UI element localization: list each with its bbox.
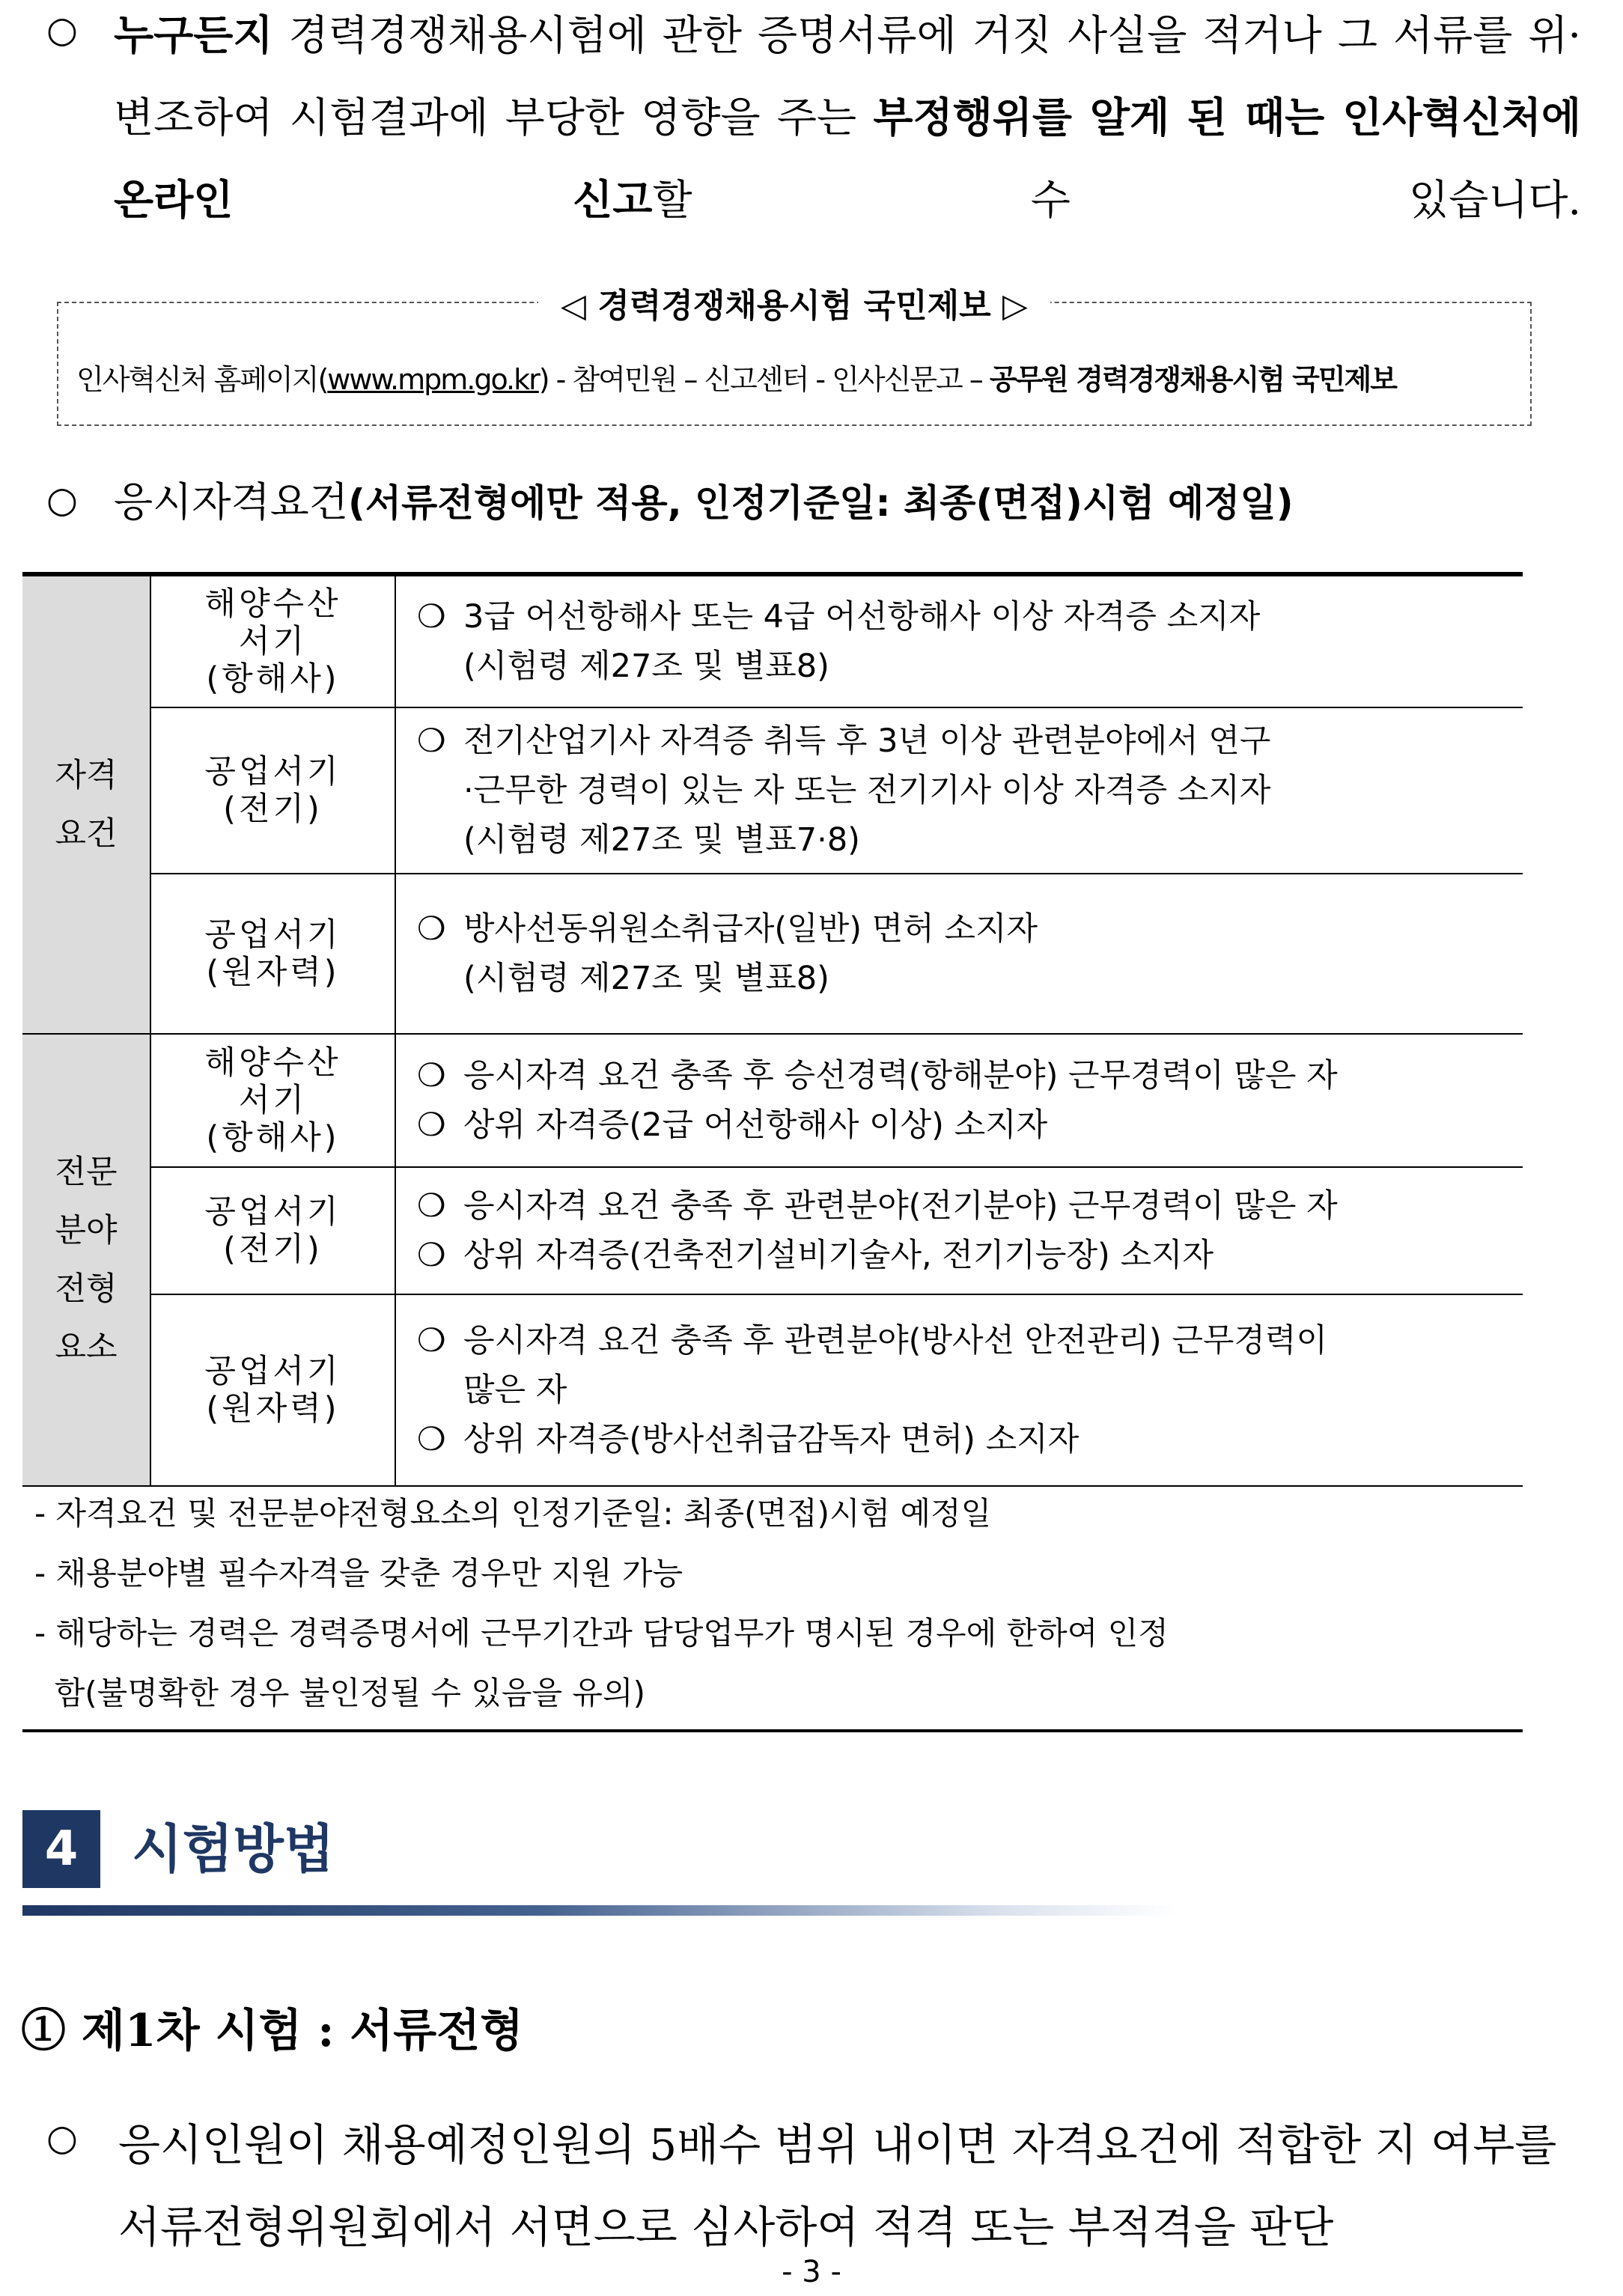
item-marker: ❍ — [417, 1421, 446, 1458]
requirement-item — [417, 1181, 1523, 1231]
report-notice-path — [76, 356, 1396, 398]
report-path-prefix: 인사혁신처 홈페이지( — [76, 363, 328, 396]
item-marker: ❍ — [417, 1057, 446, 1094]
mpm-homepage-link[interactable]: www.mpm.go.kr — [327, 363, 539, 396]
item-marker: ❍ — [417, 722, 446, 760]
description-cell — [395, 1034, 1523, 1167]
item-marker: ❍ — [417, 910, 446, 948]
requirement-item — [417, 1051, 1523, 1100]
note-line: - 자격요건 및 전문분야전형요소의 인정기준일: 최종(면접)시험 예정일 — [34, 1495, 992, 1532]
table-row — [22, 1294, 1523, 1486]
description-cell — [395, 707, 1523, 874]
category-cell: 자격 요건 — [22, 576, 150, 1034]
field-cell: 공업서기 (원자력) — [150, 1294, 395, 1486]
table-bottom-rule — [22, 1729, 1523, 1732]
item-marker: ❍ — [417, 1187, 446, 1225]
subsection-title: ① 제1차 시험 : 서류전형 — [21, 2005, 524, 2057]
requirement-item — [417, 1100, 1523, 1150]
item-marker: ❍ — [417, 1106, 446, 1144]
requirement-item — [417, 1316, 1523, 1415]
requirements-table — [22, 575, 1523, 1487]
conditions-title: 응시자격요건 — [114, 478, 348, 526]
intro-segment: 누구든지 — [114, 11, 273, 59]
item-text: 응시자격 요건 충족 후 승선경력(항해분야) 근무경력이 많은 자 — [463, 1057, 1338, 1094]
item-marker: ❍ — [417, 1237, 446, 1274]
item-text: 상위 자격증(건축전기설비기술사, 전기기능장) 소지자 — [463, 1237, 1214, 1274]
report-path-final: 공무원 경력경쟁채용시험 국민제보 — [989, 363, 1396, 396]
requirements-table-wrap — [22, 572, 1523, 1487]
item-text: 전기산업기사 자격증 취득 후 3년 이상 관련분야에서 연구 ·근무한 경력이 있는 자 또는 전기기사 이상 자격증 소지자 (시험령 제27조 및 별표7·8) — [463, 722, 1271, 859]
item-marker: ❍ — [417, 598, 446, 636]
intro-segment: 부정행위를 알게 된 때는 인사혁신처에 온라인 신고 — [114, 94, 1581, 224]
note-line: - 해당하는 경력은 경력증명서에 근무기간과 담당업무가 명시된 경우에 한하여 인정 — [34, 1615, 1169, 1651]
section-divider — [22, 1905, 1175, 1916]
report-path-middle: ) - 참여민원 – 신고센터 - 인사신문고 – — [538, 363, 990, 396]
field-cell: 공업서기 (전기) — [150, 1167, 395, 1294]
intro-segment: 경력경쟁채용시험에 관한 증명서류에 거짓 사실을 적거나 그 서류를 위·변조하여 시험결과에 부당한 영향을 주는 — [114, 11, 1581, 141]
section-number: 4 — [22, 1810, 100, 1888]
table-row — [22, 874, 1523, 1034]
page-number: - 3 - — [782, 2255, 841, 2289]
table-row — [22, 707, 1523, 874]
item-text: 3급 어선항해사 또는 4급 어선항해사 이상 자격증 소지자 (시험령 제27조 및 별표8) — [463, 598, 1261, 685]
intro-bullet: ○ — [46, 9, 78, 51]
note-line: 함(불명확한 경우 불인정될 수 있음을 유의) — [34, 1675, 645, 1711]
table-row — [22, 576, 1523, 707]
item-text: 응시자격 요건 충족 후 관련분야(방사선 안전관리) 근무경력이 많은 자 — [463, 1322, 1328, 1409]
table-row — [22, 1167, 1523, 1294]
section-title: 시험방법 — [132, 1818, 335, 1880]
description-cell — [395, 576, 1523, 707]
item-text: 응시자격 요건 충족 후 관련분야(전기분야) 근무경력이 많은 자 — [463, 1187, 1338, 1225]
item-text: 상위 자격증(방사선취급감독자 면허) 소지자 — [463, 1421, 1080, 1458]
note-line: - 채용분야별 필수자격을 갖춘 경우만 지원 가능 — [34, 1555, 683, 1592]
description-cell — [395, 1294, 1523, 1486]
field-cell: 해양수산 서기 (항해사) — [150, 1034, 395, 1167]
conditions-heading — [114, 470, 1294, 528]
conditions-bullet: ○ — [46, 479, 78, 521]
item-text: 방사선동위원소취급자(일반) 면허 소지자 (시험령 제27조 및 별표8) — [463, 910, 1038, 997]
body-line-1: 응시인원이 채용예정인원의 5배수 범위 내이면 자격요건에 적합한 지 여부를 — [118, 2119, 1557, 2170]
requirement-item — [417, 592, 1523, 691]
requirements-notes — [34, 1484, 1524, 1723]
item-marker: ❍ — [417, 1322, 446, 1359]
description-cell — [395, 1167, 1523, 1294]
field-cell: 공업서기 (전기) — [150, 707, 395, 874]
intro-paragraph — [114, 0, 1581, 241]
body-bullet: ○ — [46, 2117, 78, 2159]
field-cell: 공업서기 (원자력) — [150, 874, 395, 1034]
item-text: 상위 자격증(2급 어선항해사 이상) 소지자 — [463, 1106, 1048, 1144]
report-notice-title-wrap — [57, 278, 1532, 326]
body-line-2: 서류전형위원회에서 서면으로 심사하여 적격 또는 부적격을 판단 — [118, 2202, 1334, 2253]
requirement-item — [417, 1415, 1523, 1464]
field-cell: 해양수산 서기 (항해사) — [150, 576, 395, 707]
requirement-item — [417, 1231, 1523, 1280]
requirement-item — [417, 904, 1523, 1003]
intro-segment: 할 수 있습니다. — [652, 176, 1581, 224]
conditions-title-note: (서류전형에만 적용, 인정기준일: 최종(면접)시험 예정일) — [347, 481, 1294, 525]
category-cell: 전문 분야 전형 요소 — [22, 1034, 150, 1486]
description-cell — [395, 874, 1523, 1034]
table-row — [22, 1034, 1523, 1167]
requirement-item — [417, 716, 1523, 865]
report-notice-title: ◁ 경력경쟁채용시험 국민제보 ▷ — [538, 287, 1050, 325]
